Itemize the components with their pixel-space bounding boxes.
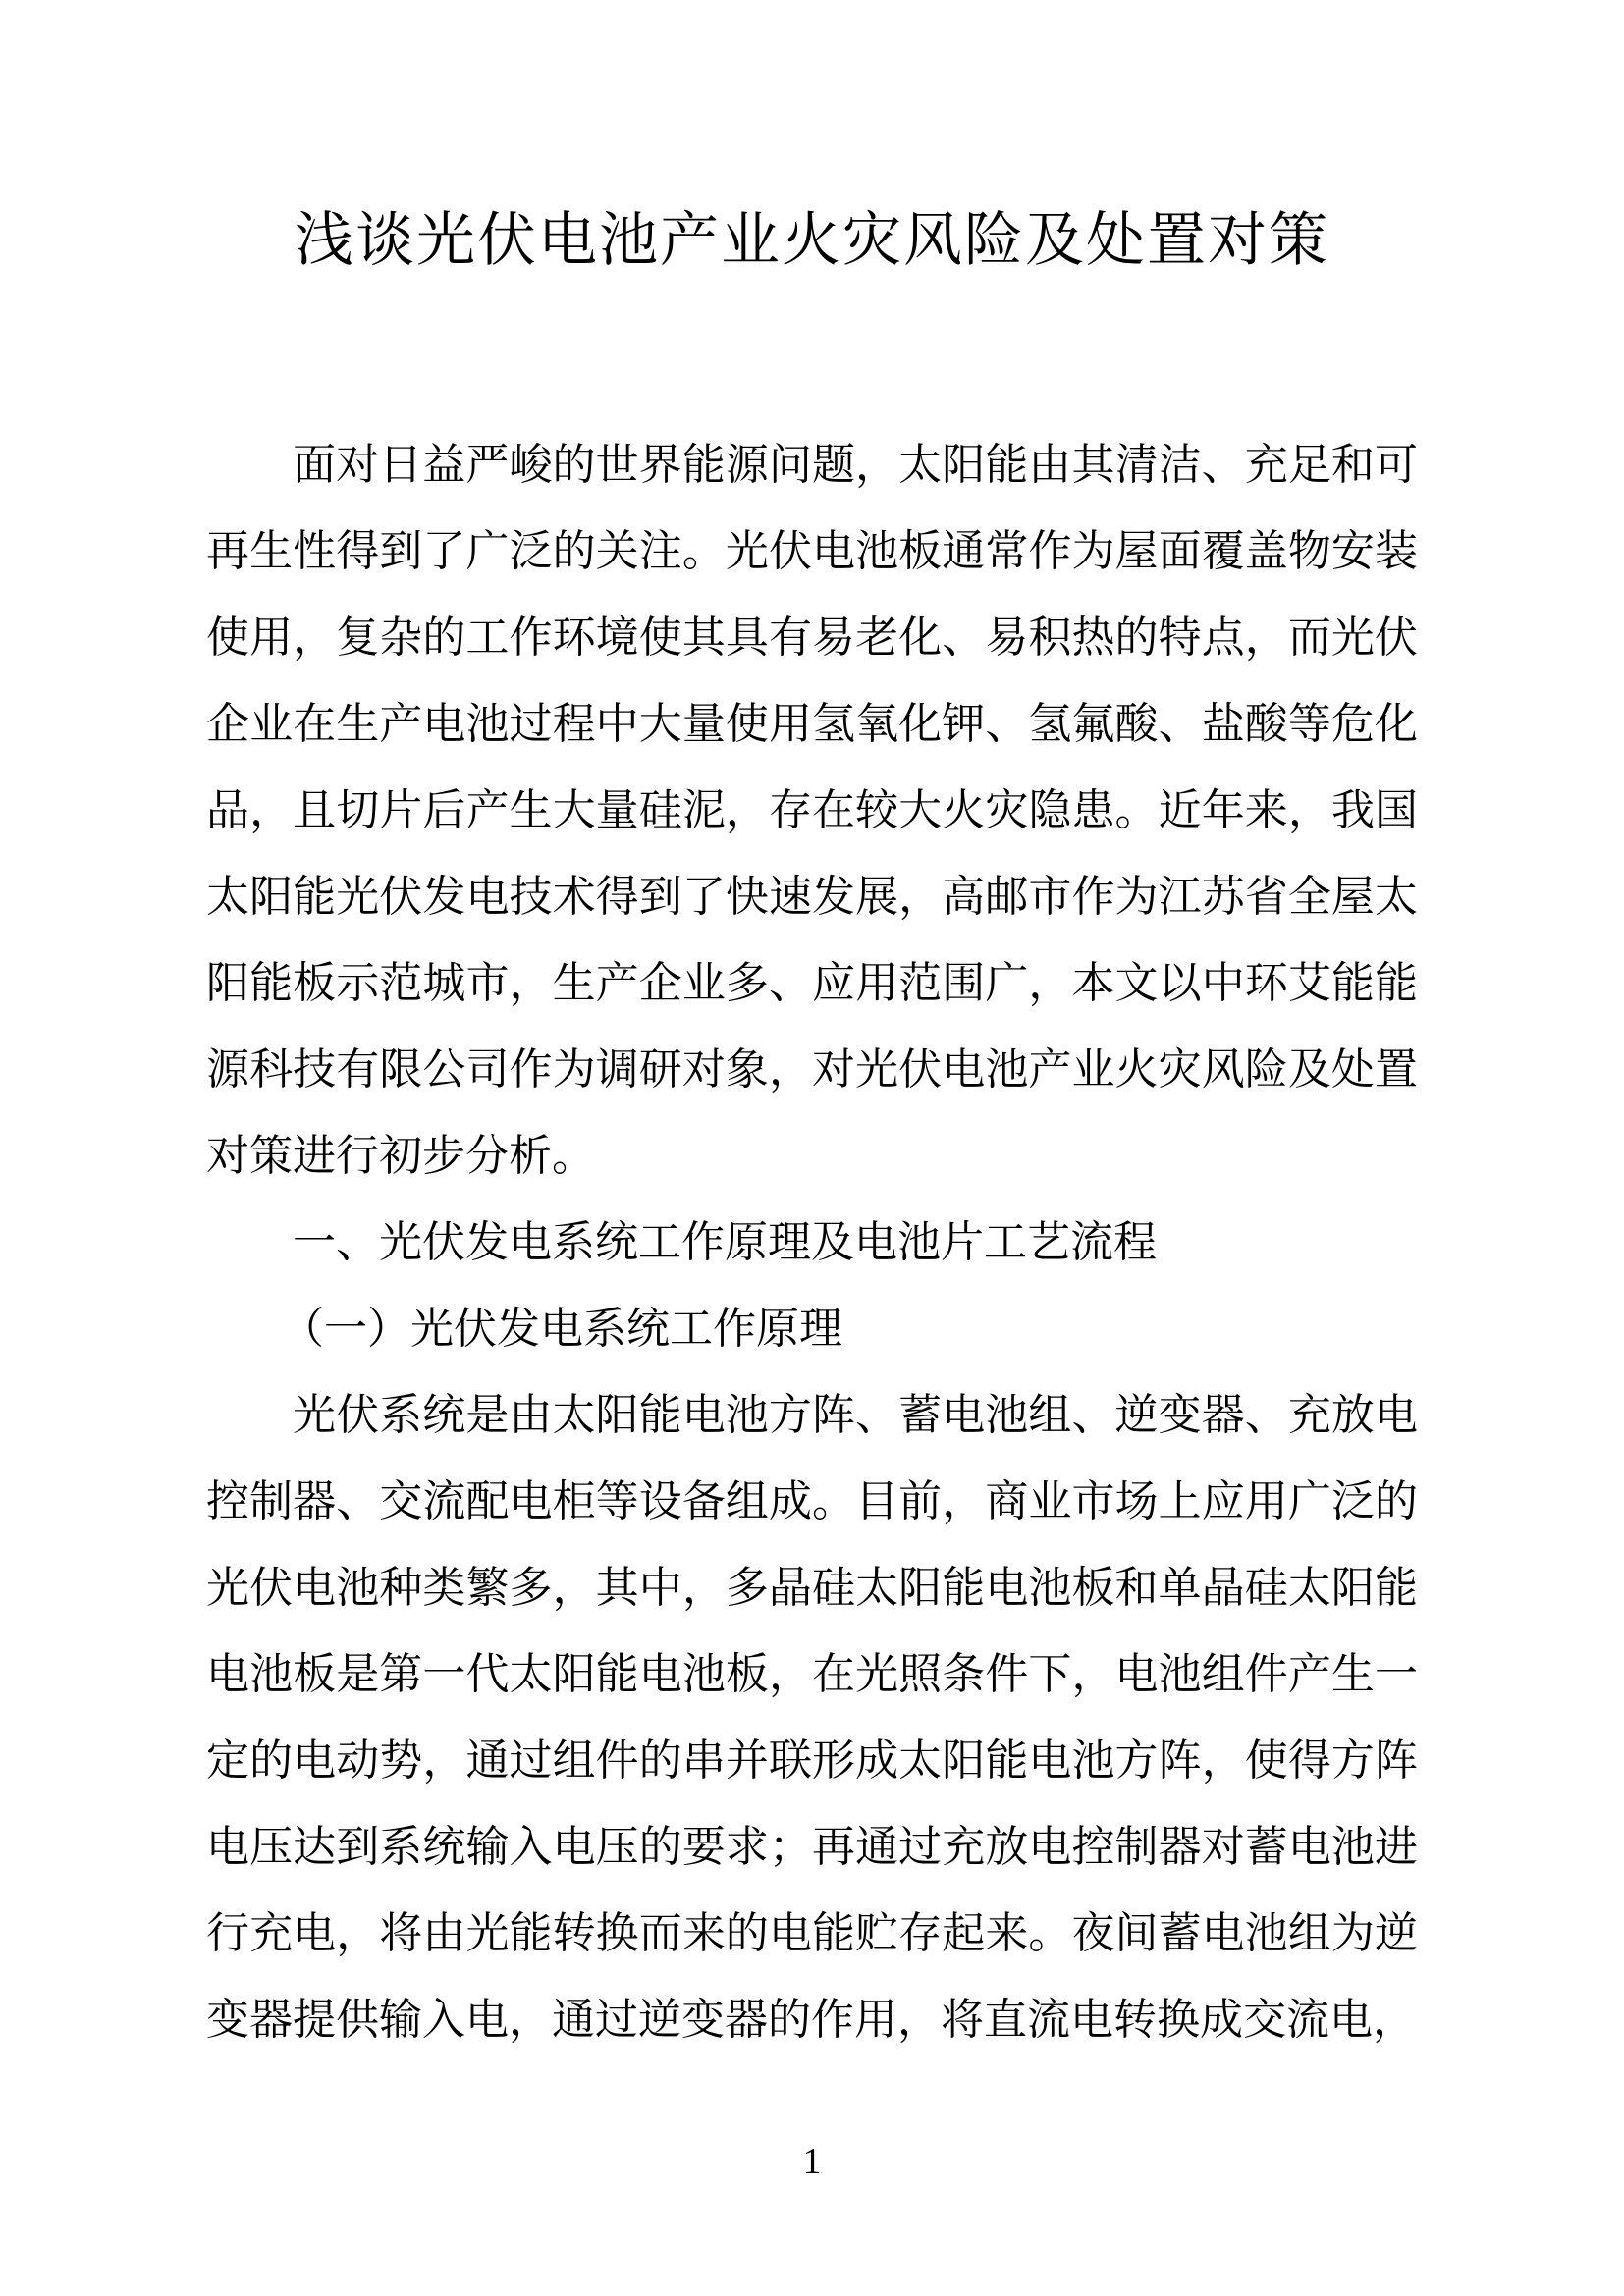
paragraph-pv-system: 光伏系统是由太阳能电池方阵、蓄电池组、逆变器、充放电控制器、交流配电柜等设备组成。目前，商业市场上应用广泛的光伏电池种类繁多，其中，多晶硅太阳能电池板和单晶硅太阳能电池板是第一代太阳能电池板，在光照条件下，电池组件产生一定的电动势，通过组件的串并联形成太阳能电池方阵，使得方阵电压达到系统输入电压的要求；再通过充放电控制器对蓄电池进行充电，将由光能转换而来的电能贮存起来。夜间蓄电池组为逆变器提供输入电，通过逆变器的作用，将直流电转换成交流电， (206, 1391, 1418, 2044)
page-number: 1 (802, 2141, 822, 2182)
document-title: 浅谈光伏电池产业火灾风险及处置对策 (295, 208, 1329, 273)
subsection-heading-1-1: （一）光伏发电系统工作原理 (281, 1305, 842, 1353)
section-heading-1: 一、光伏发电系统工作原理及电池片工艺流程 (293, 1218, 1157, 1266)
paragraph-intro: 面对日益严峻的世界能源问题，太阳能由其清洁、充足和可再生性得到了广泛的关注。光伏电池板通常作为屋面覆盖物安装使用，复杂的工作环境使其具有易老化、易积热的特点，而光伏企业在生产电池过程中大量使用氢氧化钾、氢氟酸、盐酸等危化品，且切片后产生大量硅泥，存在较大火灾隐患。近年来，我国太阳能光伏发电技术得到了快速发展，高邮市作为江苏省全屋太阳能板示范城市，生产企业多、应用范围广，本文以中环艾能能源科技有限公司作为调研对象，对光伏电池产业火灾风险及处置对策进行初步分析。 (206, 441, 1418, 1180)
